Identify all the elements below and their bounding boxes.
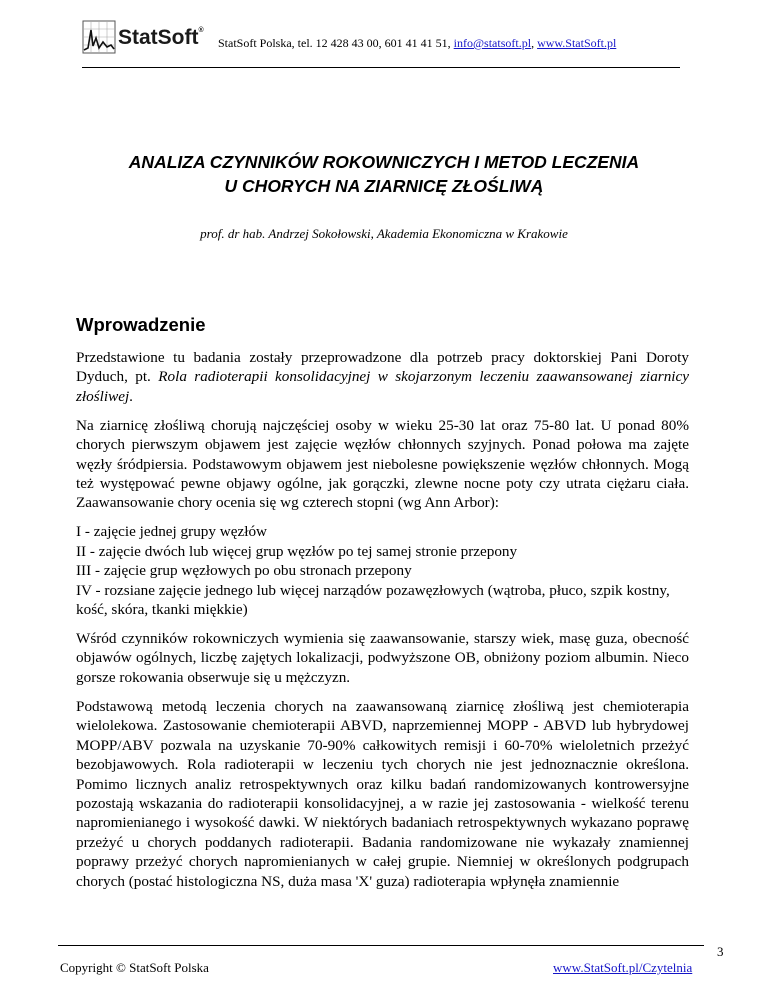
- document-title: [82, 150, 686, 198]
- body-text: [76, 348, 689, 901]
- paragraph-2: Na ziarnicę złośliwą chorują najczęściej osoby w wieku 25-30 lat oraz 75-80 lat. U ponad 80% chorych pierwszym objawem jest zajęcie węzłów chłonnych szyjnych. Ponad połowa ma zajęte węzły śródpiersia. Podstawowym objawem jest niebolesne powiększenie węzłów chłonnych. Mogą też występować pewne objawy ogólne, jak gorączki, zlewne nocne poty czy utrata ciężaru ciała. Zaawansowanie chory ocenia się wg czterech stopni (wg Ann Arbor):: [76, 416, 689, 512]
- page-header: [82, 20, 680, 68]
- footer-divider: [58, 945, 704, 946]
- email-link[interactable]: info@statsoft.pl: [453, 36, 532, 50]
- page-number: 3: [717, 944, 724, 959]
- stage-item: IV - rozsiane zajęcie jednego lub więcej narządów pozawęzłowych (wątroba, płuco, szpik kostny, kość, skóra, tkanki miękkie): [76, 581, 670, 619]
- stage-item: III - zajęcie grup węzłowych po obu stronach przepony: [76, 562, 412, 580]
- header-divider: [82, 67, 680, 68]
- paragraph-3: Wśród czynników rokowniczych wymienia się zaawansowanie, starszy wiek, masę guza, obecność objawów ogólnych, liczbę zajętych lokalizacji, podwyższone OB, obniżony poziom albumin. Nieco gorsze rokowania obserwuje się u mężczyzn.: [76, 630, 689, 686]
- contact-text: StatSoft Polska, tel. 12 428 43 00, 601 41 41 51,: [218, 36, 454, 50]
- footer-copyright: Copyright © StatSoft Polska: [60, 960, 209, 975]
- website-link[interactable]: www.StatSoft.pl: [537, 36, 617, 50]
- footer-link[interactable]: www.StatSoft.pl/Czytelnia: [553, 960, 693, 975]
- title-line-1: ANALIZA CZYNNIKÓW ROKOWNICZYCH I METOD LECZENIA: [128, 152, 640, 172]
- paragraph-1: Przedstawione tu badania zostały przeprowadzone dla potrzeb pracy doktorskiej Pani Doroty Dyduch, pt. Rola radioterapii konsolidacyjnej w skojarzonym leczeniu zaawansowanej ziarnicy złośliwej.: [76, 349, 689, 405]
- title-line-2: U CHORYCH NA ZIARNICĘ ZŁOŚLIWĄ: [224, 176, 544, 196]
- author-line: prof. dr hab. Andrzej Sokołowski, Akademia Ekonomiczna w Krakowie: [200, 226, 568, 241]
- paragraph-4: Podstawową metodą leczenia chorych na zaawansowaną ziarnicę złośliwą jest chemioterapia wielolekowa. Zastosowanie chemioterapii ABVD, naprzemiennej MOPP - ABVD lub hybrydowej MOPP/ABV pozwala na uzyskanie 70-90% całkowitych remisji i 60-70% wieloletnich przeżyć bezobjawowych. Rola radioterapii w leczeniu tych chorych nie jest jednoznacznie określona. Pomimo licznych analiz retrospektywnych oraz kilku badań randomizowanych kontrowersyjne pozostają wskazania do radioterapii konsolidacyjnej, a w razie jej zastosowania - wielkość terenu napromienianego i wysokość dawki. W niektórych badaniach retrospektywnych wykazano poprawę przeżyć u chorych poddanych radioterapii. Badania randomizowane nie wykazały znamiennej poprawy przeżyć chorych napromienianych w całej grupie. Niemniej w określonych podgrupach chorych (postać histologiczna NS, duża masa 'X' guza) radioterapia wpłynęła znamiennie: [76, 697, 689, 890]
- thesis-title: Rola radioterapii konsolidacyjnej w skojarzonym leczeniu zaawansowanej ziarnicy złośliwej: [76, 368, 689, 405]
- stage-item: II - zajęcie dwóch lub więcej grup węzłów po tej samej stronie przepony: [76, 542, 518, 560]
- section-heading: Wprowadzenie: [76, 314, 206, 335]
- statsoft-chart-icon: [82, 20, 116, 54]
- logo-wordmark: StatSoft®: [118, 26, 204, 49]
- stage-list: [76, 522, 689, 619]
- header-contact: StatSoft Polska, tel. 12 428 43 00, 601 41 41 51, info@statsoft.pl, www.StatSoft.pl: [218, 36, 617, 50]
- stage-item: I - zajęcie jednej grupy węzłów: [76, 523, 268, 541]
- statsoft-logo: [82, 20, 204, 54]
